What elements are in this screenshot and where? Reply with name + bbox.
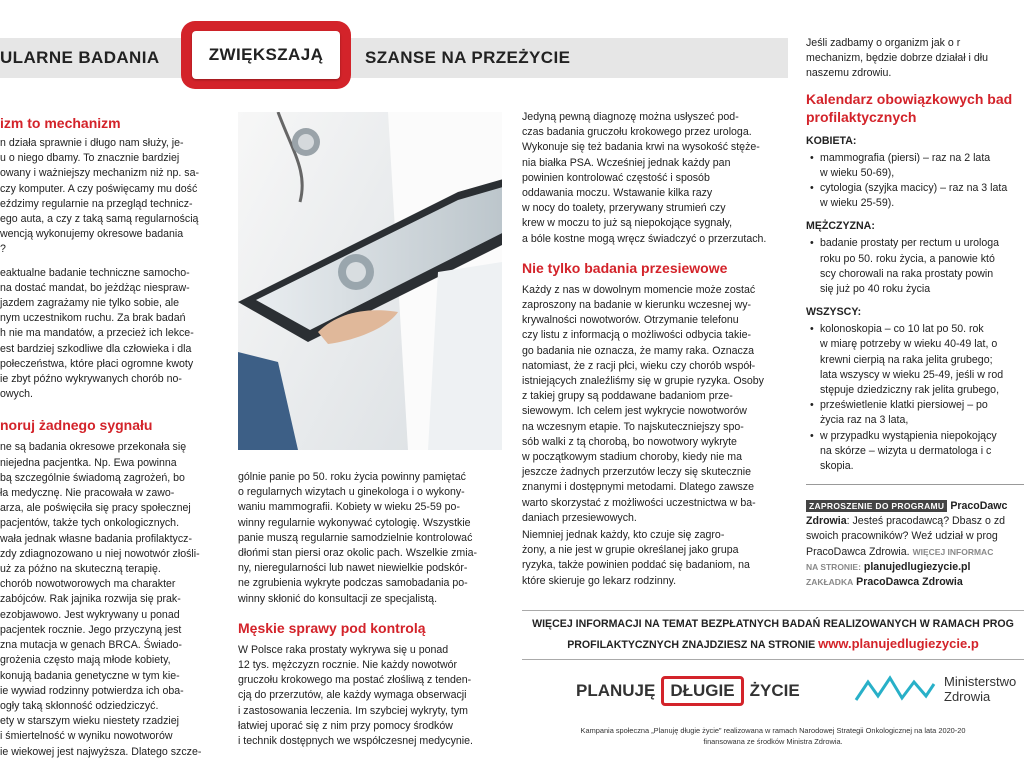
site-link[interactable]: planujedlugiezycie.pl: [863, 560, 971, 573]
paragraph: ne są badania okresowe przekonała się niejedna pacjentka. Np. Ewa powinna bą szczególnie świadomą zagrożeń, bo ła medycznę. Nie pracowała w zawo- arza, ale poświęciła się pracy społecznej pacjentów, także tych onkologicznych. wała jednak własne badania profilaktycz- zdy zdiagnozowano u niej nowotwór złośli- uż za późno na skuteczną terapię. chorób nowotworowych ma charakter zabójców. Rak jajnika rozwija się prak- ezobjawowo. Jest wykrywany u ponad pacjentek rocznie. Jego przyczyną jest zna mutacja w genach BRCA. Świado- grożenia często mają młode kobiety, konują badania genetyczne w tym kie- ie wywiad rodzinny potwierdza ich oba- ogły taką skłonność odziedziczyć. ety w starszym wieku niestety rzadziej i śmiertelność w wyniku nowotworów ie wiekowej jest najwyższa. Dlatego szcze-: [0, 441, 202, 758]
campaign-url[interactable]: www.planujedlugiezycie.p: [818, 636, 979, 651]
footer-line-2: finansowana ze środków Ministra Zdrowia.: [703, 737, 843, 746]
more-info-label: WIĘCEJ INFORMAC: [912, 546, 994, 557]
info-line-1: WIĘCEJ INFORMACJI NA TEMAT BEZPŁATNYCH BADAŃ REALIZOWANYCH W RAMACH PROG: [532, 618, 1014, 630]
list-item: • w przypadku wystąpienia niepokojący na skórze – wizyta u dermatologa i c skopia.: [806, 429, 1024, 475]
invitation-box: [806, 484, 1024, 590]
ministry-name-2: Zdrowia: [944, 689, 991, 704]
logo-word-3: ŻYCIE: [749, 681, 800, 700]
planuje-logo: [576, 676, 800, 706]
logo-word-1: PLANUJĘ: [576, 681, 656, 700]
ministry-emblem-icon: [854, 672, 936, 706]
women-label: KOBIETA:: [806, 134, 857, 147]
doctor-tablet-photo: [238, 112, 502, 450]
logo-word-2: DŁUGIE: [661, 676, 743, 706]
paragraph: n działa sprawnie i długo nam służy, je- u o niego dbamy. To znacznie bardziej owany i ważniejszy mechanizm niż np. sa- czy komputer. A czy poświęcamy mu dość eździmy regularnie na przegląd technicz- ego auta, a czy z taką samą regularnością wencją wykonujemy okresowe badania ?: [0, 137, 200, 256]
column-3: [522, 110, 790, 589]
header-right-text: SZANSE NA PRZEŻYCIE: [365, 48, 571, 67]
column-1: [0, 114, 222, 760]
list-item: • kolonoskopia – co 10 lat po 50. rok w miarę potrzeby w wieku 40-49 lat, o krewni cierpią na raka jelita grubego; lata wszyscy w wieku 25-49, jeśli w rod stępuje dziedziczny rak jelita grubego,: [806, 322, 1024, 398]
column-4: [806, 36, 1024, 474]
column-2: [238, 470, 504, 749]
program-name-2: Zdrowia: [806, 515, 847, 528]
footer: [522, 725, 1024, 747]
tab-label: ZAKŁADKA: [806, 577, 854, 588]
invitation-label: ZAPROSZENIE DO PROGRAMU: [806, 500, 947, 512]
list-item: • badanie prostaty per rectum u urologa roku po 50. roku życia, a panowie któ scy chorowali na raka prostaty powin się już po 40 roku życia: [806, 236, 1024, 297]
all-label: WSZYSCY:: [806, 306, 862, 319]
info-line-2: PROFILAKTYCZNYCH ZNAJDZIESZ NA STRONIE: [567, 639, 816, 651]
tab-value: PracoDawca Zdrowia: [856, 576, 963, 589]
men-list: [806, 236, 1024, 297]
ministry-name-1: Ministerstwo: [944, 674, 1017, 689]
list-item: • cytologia (szyjka macicy) – raz na 3 lata w wieku 25-59).: [806, 181, 1024, 211]
site-label: NA STRONIE:: [806, 561, 861, 572]
ministry-logo: [854, 672, 1016, 706]
program-name: PracoDawc: [950, 500, 1008, 512]
more-info-band: [522, 610, 1024, 660]
section-heading-mens-health: Męskie sprawy pod kontrolą: [238, 619, 426, 636]
paragraph: Jeśli zadbamy o organizm jak o r mechanizm, będzie dobrze działał i dłu naszemu zdrowiu.: [806, 37, 988, 80]
header-box-text: ZWIĘKSZAJĄ: [192, 31, 340, 79]
paragraph: W Polsce raka prostaty wykrywa się u ponad 12 tys. mężczyzn rocznie. Nie każdy nowotwór gruczołu krokowego ma postać złośliwą z tenden- cją do przerzutów, ale każdy wymaga obserwacji i zastosowania leczenia. Im szybciej wykryty, tym łatwiej uporać się z nim przy pomocy środków i technik dostępnych we współczesnej medycynie.: [238, 643, 473, 748]
men-label: MĘŻCZYZNA:: [806, 220, 875, 233]
paragraph: Niemniej jednak każdy, kto czuje się zagro- żony, a nie jest w grupie określanej jako grupa ryzyka, także powinien poddać się badaniom, na które skieruje go lekarz rodzinny.: [522, 529, 750, 587]
paragraph: Jedyną pewną diagnozę można usłyszeć pod- czas badania gruczołu krokowego przez urologa. Wykonuje się też badania krwi na wysokość stęże- nia białka PSA. Wcześniej jednak każdy pan powinien kontrolować częstość i sposób oddawania moczu. Wstawanie kilka razy w nocy do toalety, przerywany strumień czy krew w moczu to już są niepokojące sygnały, a bóle kostne mogą wręcz świadczyć o przerzutach.: [522, 111, 767, 245]
list-item: • mammografia (piersi) – raz na 2 lata w wieku 50-69),: [806, 151, 1024, 181]
all-list: [806, 322, 1024, 474]
paragraph: Każdy z nas w dowolnym momencie może zostać zaproszony na badanie w kierunku wczesnej wy- krywalności nowotworów. Otrzymanie telefonu czy listu z informacją o możliwości odbycia takie- go badania nie oznacza, że mamy raka. Oznacza natomiast, że z racji płci, wieku czy chorób współ- istniejących znaleźliśmy się w grupie ryzyka. Osoby z takiej grupy są poddawane badaniom prze- siewowym. Ich celem jest wykrycie nowotworów na wczesnym etapie. To najskuteczniejszy spo- sób walki z tą chorobą, bo nowotwory wykryte w początkowym stadium choroby, kiedy nie ma jeszcze żadnych przerzutów leczy się skutecznie znanymi i dostępnymi metodami. Dlatego zawsze warto skorzystać z możliwości uczestnictwa w ba- daniach przesiewowych.: [522, 283, 764, 524]
header-left-text: ULARNE BADANIA: [0, 48, 160, 67]
section-heading-mechanism: izm to mechanizm: [0, 115, 121, 131]
paragraph: gólnie panie po 50. roku życia powinny pamiętać o regularnych wizytach u ginekologa i o wykony- waniu mammografii. Kobiety w wieku 25-59 po- winny regularnie wykonywać cytologię. Wszystkie panie muszą regularnie samodzielnie kontrolować dłońmi stan piersi oraz okolic pach. Wszelkie zmia- ny, nieregularności lub nawet niewielkie podskór- ne zgrubienia wykryte podczas samobadania po- winny skłonić do konsultacji ze specjalistą.: [238, 471, 478, 605]
calendar-heading: Kalendarz obowiązkowych bad profilaktycznych: [806, 90, 1013, 125]
women-list: [806, 151, 1024, 212]
list-item: • prześwietlenie klatki piersiowej – po życia raz na 3 lata,: [806, 398, 1024, 428]
section-heading-signal: noruj żadnego sygnału: [0, 417, 153, 434]
invitation-text: : Jesteś pracodawcą? Dbasz o zd swoich pracowników? Weź udział w prog PracoDawca Zdrowia.: [806, 515, 1006, 558]
footer-line-1: Kampania społeczna „Planuję długie życie” realizowana w ramach Narodowej Strategii Onkologicznej na lata 2020-20: [580, 726, 966, 735]
section-heading-screening: Nie tylko badania przesiewowe: [522, 259, 728, 276]
paragraph: eaktualne badanie techniczne samocho- na dostać mandat, bo jeżdżąc niespraw- jazdem zagrażamy nie tylko sobie, ale nym uczestnikom ruchu. Za brak badań h nie ma mandatów, a przecież ich lekce- est bardziej szkodliwe dla człowieka i dla połeczeństwa, które płaci ogromne kwoty ie zbyt późno wykrywanych chorób no- owych.: [0, 266, 194, 401]
